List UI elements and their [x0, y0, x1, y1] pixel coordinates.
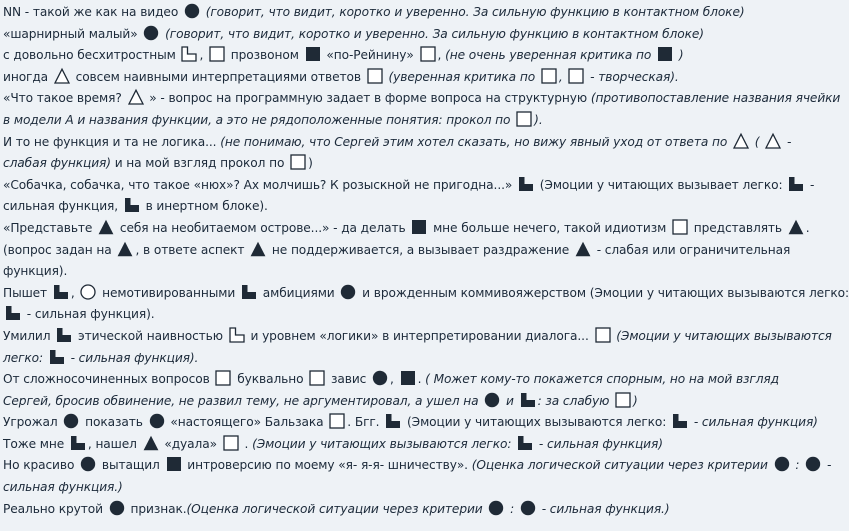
post-text: немотивированными [98, 285, 239, 300]
post-text: функция). [3, 264, 68, 279]
l-filled-icon [518, 176, 534, 192]
triangle-filled-icon [98, 219, 114, 235]
post-text: прозвоном [227, 48, 303, 63]
post-text: с довольно бесхитростным [3, 48, 180, 63]
post-line [3, 261, 797, 283]
post-text: (Эмоции у читающих вызываются легко: [403, 415, 671, 430]
post-line [3, 240, 797, 262]
circle-filled-icon [484, 392, 500, 408]
post-text: сильная функция, [3, 199, 122, 214]
post-text: в модели А и названия функции, а это не рядоположенные понятия: прокол по [3, 112, 515, 127]
square-outline-icon [672, 219, 688, 235]
triangle-filled-icon [575, 241, 591, 257]
post-text: (Эмоции у читающих вызываются легко: [252, 436, 516, 451]
post-text: «шарнирный малый» [3, 26, 142, 41]
l-filled-icon [5, 305, 21, 321]
l-filled-icon [385, 413, 401, 429]
l-outline-icon [181, 46, 197, 62]
post-text: «Собачка, собачка, что такое «нюх»? Ах молчишь? К розыскной не пригодна...» [3, 177, 516, 192]
square-outline-icon [223, 435, 239, 451]
l-filled-icon [788, 176, 804, 192]
post-text: » - вопрос на программную задает в форме вопроса на структурную [145, 91, 591, 106]
post-text: себя на необитаемом острове...» - да делать [116, 220, 410, 235]
post-text: - сильная функция). [66, 350, 199, 365]
l-filled-icon [53, 284, 69, 300]
square-outline-icon [209, 46, 225, 62]
circle-filled-icon [109, 500, 125, 516]
post-text: Сергей, бросив обвинение, не развил тему, не аргументировал, а ушел на [3, 393, 483, 408]
post-text: : за слабую [537, 393, 614, 408]
post-text: , [390, 372, 398, 387]
post-text: сильная функция.) [3, 480, 123, 495]
post-text: признак. [126, 501, 187, 516]
square-outline-icon [420, 46, 436, 62]
post-line [3, 153, 797, 175]
square-outline-icon [309, 370, 325, 386]
post-line [3, 369, 797, 391]
post-text: Умилил [3, 328, 55, 343]
triangle-outline-icon [128, 89, 144, 105]
square-outline-icon [516, 111, 532, 127]
post-text: слабая функция) [3, 156, 111, 171]
post-text: - [806, 177, 815, 192]
square-outline-icon [541, 68, 557, 84]
triangle-outline-icon [733, 133, 749, 149]
triangle-outline-icon [765, 133, 781, 149]
post-line [3, 88, 841, 110]
post-text: , нашел [87, 436, 141, 451]
post-line [3, 499, 797, 521]
post-text: (Оценка логической ситуации через критерии [471, 458, 772, 473]
post-text: (противопоставление названия ячейки [590, 91, 841, 106]
post-line [3, 412, 818, 434]
l-filled-icon [56, 327, 72, 343]
post-text: не поддерживается, а вызывает раздражение [268, 242, 573, 257]
post-line [3, 2, 797, 24]
square-outline-icon [367, 68, 383, 84]
circle-filled-icon [63, 413, 79, 429]
post-text: легко: [3, 350, 47, 365]
circle-filled-icon [149, 413, 165, 429]
post-line [3, 455, 832, 477]
l-filled-icon [520, 392, 536, 408]
square-outline-icon [290, 154, 306, 170]
post-text: NN - такой же как на видео [3, 5, 182, 19]
l-outline-icon [229, 327, 245, 343]
post-text: ) [675, 48, 684, 63]
circle-filled-icon [805, 456, 821, 472]
circle-filled-icon [80, 456, 96, 472]
post-line [3, 304, 797, 326]
post-text: представлять [689, 220, 786, 235]
post-line [3, 45, 797, 67]
square-filled-icon [657, 46, 673, 62]
square-filled-icon [400, 370, 416, 386]
post-text: ). [534, 112, 543, 127]
post-text: . [240, 436, 253, 451]
post-text: буквально [233, 372, 308, 387]
post-text: , [558, 69, 567, 84]
l-filled-icon [49, 349, 65, 365]
post-text: «настоящего» Бальзака [166, 415, 328, 430]
post-text: : [506, 501, 518, 516]
post-text: совсем наивными интерпретациями ответов [71, 69, 365, 84]
circle-filled-icon [184, 3, 200, 19]
l-filled-icon [70, 435, 86, 451]
l-filled-icon [124, 197, 140, 213]
post-text: И то не функция и та не логика... [3, 134, 221, 149]
l-filled-icon [672, 413, 688, 429]
post-text: - творческая). [586, 69, 679, 84]
post-text: От сложносочиненных вопросов [3, 372, 214, 387]
post-text: амбициями [258, 285, 339, 300]
post-text: завис [327, 372, 371, 387]
circle-filled-icon [372, 370, 388, 386]
post-text: Пышет [3, 285, 51, 300]
post-line [3, 391, 797, 413]
post-text: (не очень уверенная критика по [445, 48, 656, 63]
square-outline-icon [329, 413, 345, 429]
post-text: - сильная функция) [690, 415, 818, 430]
post-text: иногда [3, 69, 52, 84]
post-text: - сильная функция). [23, 307, 155, 322]
post-text: показать [81, 415, 147, 430]
post-text: Реально крутой [3, 501, 107, 516]
post-text: ) [308, 156, 313, 171]
post-text: «Представьте [3, 220, 97, 235]
triangle-filled-icon [788, 219, 804, 235]
post-text: , [199, 48, 208, 63]
post-line [3, 175, 815, 197]
circle-filled-icon [774, 456, 790, 472]
circle-filled-icon [143, 25, 159, 41]
post-line [3, 24, 797, 46]
post-text: . [417, 372, 426, 387]
post-text: (говорит, что видит, коротко и уверенно. За сильную функцию в контактном блоке) [201, 5, 745, 19]
post-text: интроверсию по моему «я- я-я- шничеству». [183, 458, 472, 473]
post-text: и [502, 393, 518, 408]
post-text: в инертном блоке). [141, 199, 268, 214]
post-text: ( [750, 134, 764, 149]
post-text: ( Может кому-то покажется спорным, но на мой взгляд [425, 372, 779, 387]
post-text: : [791, 458, 804, 473]
post-text: (вопрос задан на [3, 242, 116, 257]
square-outline-icon [568, 68, 584, 84]
square-outline-icon [595, 327, 611, 343]
post-text: (говорит, что видит, коротко и уверенно. За сильную функцию в контактном блоке) [161, 26, 704, 41]
post-text: Тоже мне [3, 436, 68, 451]
circle-filled-icon [340, 284, 356, 300]
post-text: - [783, 134, 792, 149]
square-filled-icon [305, 46, 321, 62]
l-filled-icon [241, 284, 257, 300]
post-line [3, 477, 797, 499]
post-text: - [823, 458, 832, 473]
post-text: Угрожал [3, 415, 62, 430]
post-text: Но красиво [3, 458, 79, 473]
post-text: «Что такое время? [3, 91, 126, 106]
square-filled-icon [411, 219, 427, 235]
post-text: . Бгг. [347, 415, 384, 430]
post-text: (не понимаю, что Сергей этим хотел сказать, но вижу явный уход от ответа по [220, 134, 731, 149]
triangle-outline-icon [54, 68, 70, 84]
square-filled-icon [166, 456, 182, 472]
post-text: , [437, 48, 446, 63]
post-text: «дуала» [160, 436, 221, 451]
post-text: и врожденным коммивояжерством (Эмоции у читающих вызываются легко: [358, 285, 849, 300]
post-text: (Оценка логической ситуации через критерии [186, 501, 487, 516]
post-text: «по-Рейнину» [322, 48, 418, 63]
square-outline-icon [215, 370, 231, 386]
circle-filled-icon [520, 500, 536, 516]
post-line [3, 283, 849, 305]
l-filled-icon [517, 435, 533, 451]
post-text: (Эмоции у читающих вызывает легко: [536, 177, 787, 192]
post-text: (Эмоции у читающих вызываются [612, 328, 832, 343]
post-line [3, 196, 797, 218]
triangle-filled-icon [143, 435, 159, 451]
post-line [3, 110, 797, 132]
post-text: - сильная функция) [535, 436, 663, 451]
post-text: вытащил [98, 458, 164, 473]
post-text: - сильная функция.) [537, 501, 670, 516]
triangle-filled-icon [117, 241, 133, 257]
post-text: и уровнем «логики» в интерпретировании диалога... [246, 328, 593, 343]
post-text: и на мой взгляд прокол по [110, 156, 289, 171]
post-line [3, 348, 797, 370]
circle-filled-icon [488, 500, 504, 516]
post-text: ) [633, 393, 638, 408]
triangle-filled-icon [250, 241, 266, 257]
post-line [3, 218, 810, 240]
post-text: , в ответе аспект [135, 242, 249, 257]
post-line [3, 434, 797, 456]
post-line [3, 132, 797, 154]
post-text: этической наивностью [74, 328, 227, 343]
post-text: - слабая или ограничительная [592, 242, 791, 257]
post-line [3, 67, 797, 89]
post-text: мне больше нечего, такой идиотизм [429, 220, 670, 235]
post-text: . [805, 220, 810, 235]
post-text: , [70, 285, 79, 300]
square-outline-icon [615, 392, 631, 408]
circle-outline-icon [80, 284, 96, 300]
post-line [3, 326, 832, 348]
post-text: (уверенная критика по [384, 69, 539, 84]
